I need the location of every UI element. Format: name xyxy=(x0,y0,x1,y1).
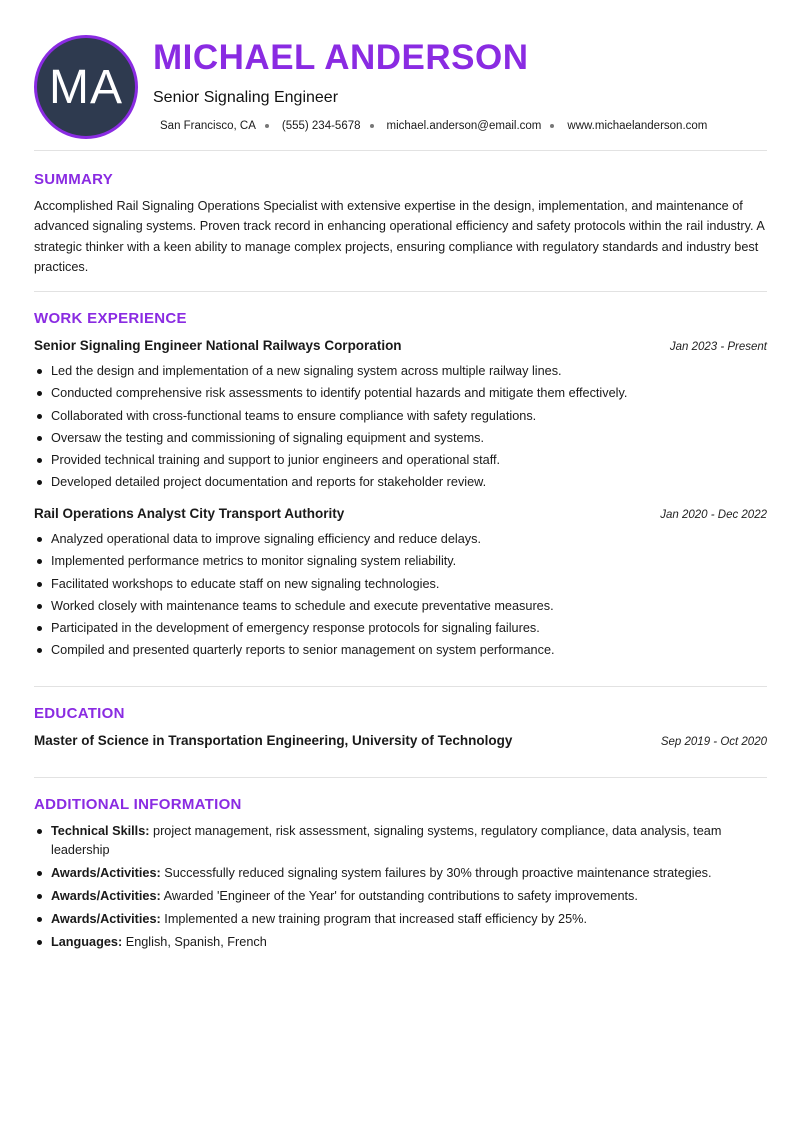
separator-dot xyxy=(370,124,374,128)
separator-dot xyxy=(265,124,269,128)
job-date: Jan 2023 - Present xyxy=(669,341,767,353)
item-text: project management, risk assessment, signaling systems, regulatory compliance, data analysis, team leadership xyxy=(51,824,722,857)
item-label: Technical Skills: xyxy=(51,824,150,838)
work-experience-heading: WORK EXPERIENCE xyxy=(34,310,187,327)
item-text: Successfully reduced signaling system failures by 30% through proactive maintenance strategies. xyxy=(160,866,712,880)
list-item: Facilitated workshops to educate staff on new signaling technologies. xyxy=(34,573,767,595)
separator-dot xyxy=(550,124,554,128)
contact-phone: (555) 234-5678 xyxy=(281,120,361,132)
list-item: Implemented performance metrics to monitor signaling system reliability. xyxy=(34,550,767,572)
list-item xyxy=(34,887,767,906)
list-item xyxy=(34,933,767,952)
education-heading: EDUCATION xyxy=(34,705,125,722)
divider xyxy=(34,150,767,151)
job-title: Senior Signaling Engineer xyxy=(153,89,339,106)
job-header xyxy=(34,338,767,353)
list-item: Oversaw the testing and commissioning of signaling equipment and systems. xyxy=(34,427,767,449)
job-bullets xyxy=(34,528,767,662)
divider xyxy=(34,291,767,292)
list-item: Analyzed operational data to improve signaling efficiency and reduce delays. xyxy=(34,528,767,550)
item-label: Awards/Activities: xyxy=(51,912,161,926)
item-text: Awarded 'Engineer of the Year' for outstanding contributions to safety improvements. xyxy=(160,889,638,903)
job-role: Senior Signaling Engineer National Railways Corporation xyxy=(34,338,402,353)
list-item: Collaborated with cross-functional teams to ensure compliance with safety regulations. xyxy=(34,405,767,427)
summary-text: Accomplished Rail Signaling Operations Specialist with extensive expertise in the design, implementation, and maintenance of advanced signaling systems. Proven track record in enhancing operational efficiency and safety protocols within the rail industry. A strategic thinker with a keen ability to manage complex projects, ensuring compliance with regulatory standards and industry best practices. xyxy=(34,199,765,274)
additional-info-heading: ADDITIONAL INFORMATION xyxy=(34,796,242,813)
list-item: Participated in the development of emergency response protocols for signaling failures. xyxy=(34,617,767,639)
job-date: Jan 2020 - Dec 2022 xyxy=(660,509,767,521)
degree: Master of Science in Transportation Engineering, University of Technology xyxy=(34,733,513,748)
list-item xyxy=(34,910,767,929)
list-item: Worked closely with maintenance teams to schedule and execute preventative measures. xyxy=(34,595,767,617)
job-role: Rail Operations Analyst City Transport Authority xyxy=(34,506,345,521)
item-label: Awards/Activities: xyxy=(51,889,161,903)
list-item xyxy=(34,822,767,860)
summary-heading: SUMMARY xyxy=(34,171,114,188)
education-entry xyxy=(34,733,767,748)
contact-email[interactable]: michael.anderson@email.com xyxy=(386,120,542,132)
education-date: Sep 2019 - Oct 2020 xyxy=(660,736,767,748)
additional-info-list xyxy=(34,822,767,956)
item-label: Languages: xyxy=(51,935,123,949)
list-item: Provided technical training and support to junior engineers and operational staff. xyxy=(34,449,767,471)
job-header xyxy=(34,506,767,521)
contact-website[interactable]: www.michaelanderson.com xyxy=(567,120,708,132)
contact-location: San Francisco, CA xyxy=(160,120,256,132)
divider xyxy=(34,686,767,687)
list-item: Developed detailed project documentation and reports for stakeholder review. xyxy=(34,471,767,493)
contact-line xyxy=(160,120,707,132)
list-item: Conducted comprehensive risk assessments to identify potential hazards and mitigate them effectively. xyxy=(34,382,767,404)
job-bullets xyxy=(34,360,767,494)
divider xyxy=(34,777,767,778)
item-text: Implemented a new training program that increased staff efficiency by 25%. xyxy=(160,912,587,926)
item-text: English, Spanish, French xyxy=(122,935,267,949)
list-item: Led the design and implementation of a new signaling system across multiple railway lines. xyxy=(34,360,767,382)
list-item xyxy=(34,864,767,883)
item-label: Awards/Activities: xyxy=(51,866,161,880)
avatar xyxy=(34,35,138,139)
avatar-initials: MA xyxy=(49,60,123,114)
candidate-name: MICHAEL ANDERSON xyxy=(153,38,529,77)
list-item: Compiled and presented quarterly reports to senior management on system performance. xyxy=(34,639,767,661)
